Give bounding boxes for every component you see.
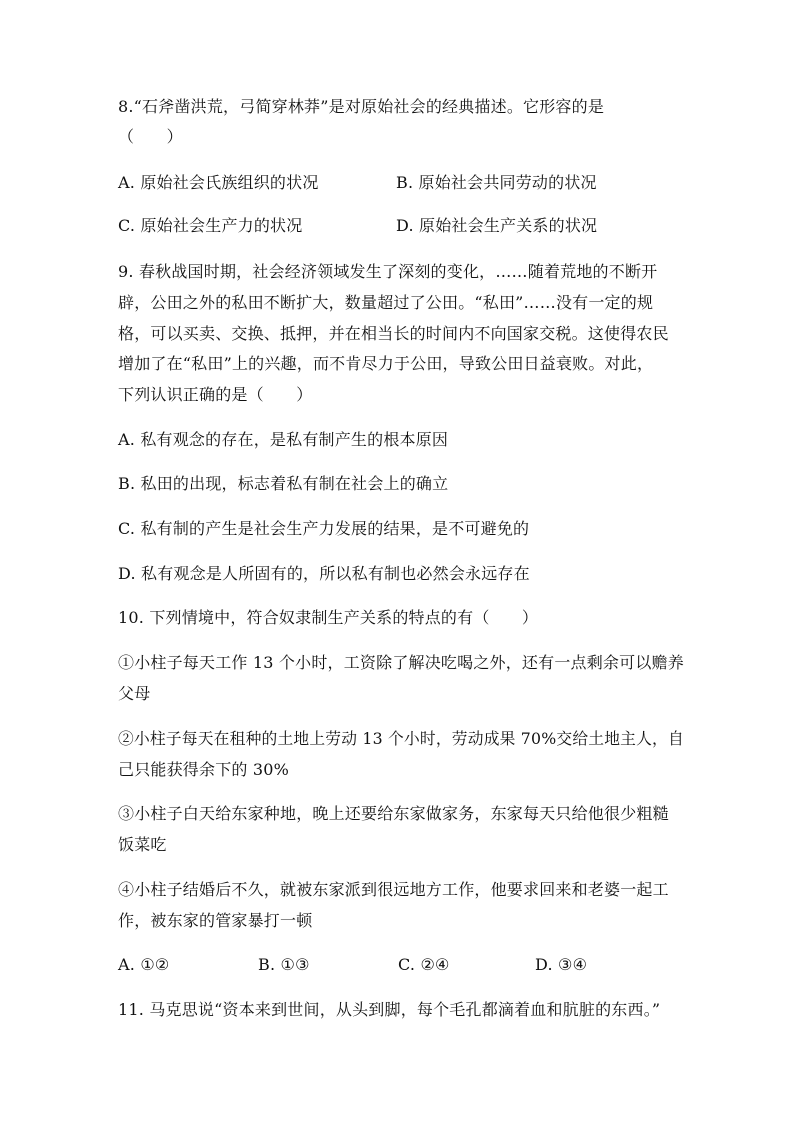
q9-option-a: A. 私有观念的存在，是私有制产生的根本原因 <box>118 430 449 449</box>
q9-stem-line1: 9. 春秋战国时期，社会经济领域发生了深刻的变化，……随着荒地的不断开 <box>118 262 658 281</box>
q8-option-c: C. 原始社会生产力的状况 <box>118 216 303 235</box>
q10-item4-line1: ④小柱子结婚后不久，就被东家派到很远地方工作，他要求回来和老婆一起工 <box>118 880 669 899</box>
q10-stem: 10. 下列情境中，符合奴隶制生产关系的特点的有（ ） <box>118 608 539 627</box>
q10-item3-line2: 饭菜吃 <box>118 835 167 854</box>
q8-option-b: B. 原始社会共同劳动的状况 <box>396 173 597 192</box>
q10-item1-line2: 父母 <box>118 684 151 703</box>
q10-item3-line1: ③小柱子白天给东家种地，晚上还要给东家做家务，东家每天只给他很少粗糙 <box>118 804 669 823</box>
q10-option-b: B. ①③ <box>258 955 310 974</box>
q8-option-d: D. 原始社会生产关系的状况 <box>396 216 598 235</box>
q9-option-b: B. 私田的出现，标志着私有制在社会上的确立 <box>118 474 449 493</box>
q10-option-d: D. ③④ <box>535 955 588 974</box>
q10-item2-line1: ②小柱子每天在租种的土地上劳动 13 个小时，劳动成果 70%交给土地主人，自 <box>118 729 684 748</box>
q9-option-c: C. 私有制的产生是社会生产力发展的结果，是不可避免的 <box>118 519 530 538</box>
q9-option-d: D. 私有观念是人所固有的，所以私有制也必然会永远存在 <box>118 564 530 583</box>
q9-stem-line3: 格，可以买卖、交换、抵押，并在相当长的时间内不向国家交税。这使得农民 <box>118 324 669 343</box>
q8-stem-line2: （ ） <box>118 127 183 146</box>
q8-option-a: A. 原始社会氏族组织的状况 <box>118 173 319 192</box>
q9-stem-line4: 增加了在“私田”上的兴趣，而不肯尽力于公田，导致公田日益衰败。对此， <box>118 354 654 373</box>
q11-stem-line1: 11. 马克思说“资本来到世间，从头到脚，每个毛孔都滴着血和肮脏的东西。” <box>118 1000 661 1019</box>
q8-stem-line1: 8.“石斧凿洪荒，弓简穿林莽”是对原始社会的经典描述。它形容的是 <box>118 97 605 116</box>
q10-option-a: A. ①② <box>118 955 170 974</box>
q10-option-c: C. ②④ <box>398 955 450 974</box>
q10-item4-line2: 作，被东家的管家暴打一顿 <box>118 911 313 930</box>
q10-item2-line2: 己只能获得余下的 30% <box>118 760 290 779</box>
q9-stem-line2: 辟，公田之外的私田不断扩大，数量超过了公田。“私田”……没有一定的规 <box>118 293 654 312</box>
q9-stem-line5: 下列认识正确的是（ ） <box>118 385 313 404</box>
q10-item1-line1: ①小柱子每天工作 13 个小时，工资除了解决吃喝之外，还有一点剩余可以赡养 <box>118 653 684 672</box>
